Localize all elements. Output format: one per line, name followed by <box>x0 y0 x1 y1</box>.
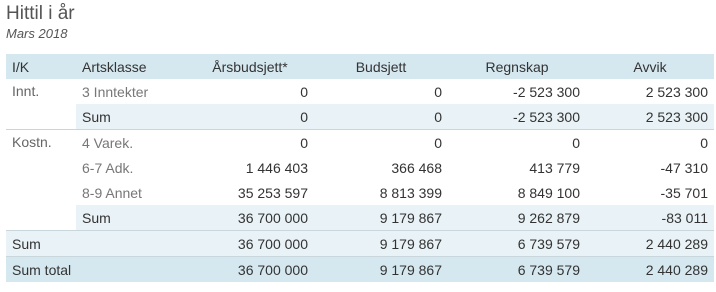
cell-regnskap: 9 262 879 <box>448 205 586 231</box>
cell-budsjett: 9 179 867 <box>314 205 448 231</box>
cell-budsjett: 9 179 867 <box>314 257 448 283</box>
table-row <box>6 130 714 156</box>
row-artsklasse: 6-7 Adk. <box>76 155 186 180</box>
cell-avvik: -47 310 <box>586 155 714 180</box>
cell-avvik: 2 523 300 <box>586 104 714 130</box>
cell-arsbudsjett: 36 700 000 <box>186 231 314 257</box>
cell-regnskap: 413 779 <box>448 155 586 180</box>
column-header-artsklasse[interactable]: Artsklasse <box>76 54 186 79</box>
total-label: Sum total <box>6 257 186 283</box>
row-artsklasse: 3 Inntekter <box>76 79 186 104</box>
cell-arsbudsjett: 0 <box>186 130 314 156</box>
group-label-kostnader: Kostn. <box>6 130 76 231</box>
cell-budsjett: 0 <box>314 130 448 156</box>
table-row <box>6 155 714 180</box>
table-row-subtotal <box>6 104 714 130</box>
cell-avvik: -83 011 <box>586 205 714 231</box>
column-header-arsbudsjett[interactable]: Årsbudsjett* <box>186 54 314 79</box>
cell-regnskap: -2 523 300 <box>448 79 586 104</box>
table-row-total <box>6 257 714 283</box>
cell-regnskap: -2 523 300 <box>448 104 586 130</box>
cell-avvik: 0 <box>586 130 714 156</box>
report-period: Mars 2018 <box>6 26 68 41</box>
cell-avvik: 2 440 289 <box>586 257 714 283</box>
cell-arsbudsjett: 36 700 000 <box>186 257 314 283</box>
budget-table <box>6 54 714 282</box>
cell-regnskap: 6 739 579 <box>448 231 586 257</box>
column-header-budsjett[interactable]: Budsjett <box>314 54 448 79</box>
cell-avvik: 2 440 289 <box>586 231 714 257</box>
sum-label: Sum <box>6 231 186 257</box>
cell-regnskap: 6 739 579 <box>448 257 586 283</box>
row-artsklasse: Sum <box>76 205 186 231</box>
cell-regnskap: 8 849 100 <box>448 180 586 205</box>
cell-budsjett: 8 813 399 <box>314 180 448 205</box>
cell-arsbudsjett: 1 446 403 <box>186 155 314 180</box>
column-header-ik[interactable]: I/K <box>6 54 76 79</box>
cell-arsbudsjett: 0 <box>186 79 314 104</box>
cell-budsjett: 0 <box>314 104 448 130</box>
row-artsklasse: 4 Varek. <box>76 130 186 156</box>
cell-budsjett: 366 468 <box>314 155 448 180</box>
cell-arsbudsjett: 35 253 597 <box>186 180 314 205</box>
column-header-regnskap[interactable]: Regnskap <box>448 54 586 79</box>
table-row-sum <box>6 231 714 257</box>
row-artsklasse: Sum <box>76 104 186 130</box>
cell-avvik: -35 701 <box>586 180 714 205</box>
row-artsklasse: 8-9 Annet <box>76 180 186 205</box>
report-title: Hittil i år <box>6 3 75 24</box>
table-row <box>6 79 714 104</box>
table-row-subtotal <box>6 205 714 231</box>
column-header-avvik[interactable]: Avvik <box>586 54 714 79</box>
table-row <box>6 180 714 205</box>
cell-budsjett: 0 <box>314 79 448 104</box>
table-header-row <box>6 54 714 79</box>
cell-arsbudsjett: 36 700 000 <box>186 205 314 231</box>
cell-regnskap: 0 <box>448 130 586 156</box>
group-label-inntekter: Innt. <box>6 79 76 130</box>
cell-avvik: 2 523 300 <box>586 79 714 104</box>
cell-arsbudsjett: 0 <box>186 104 314 130</box>
cell-budsjett: 9 179 867 <box>314 231 448 257</box>
